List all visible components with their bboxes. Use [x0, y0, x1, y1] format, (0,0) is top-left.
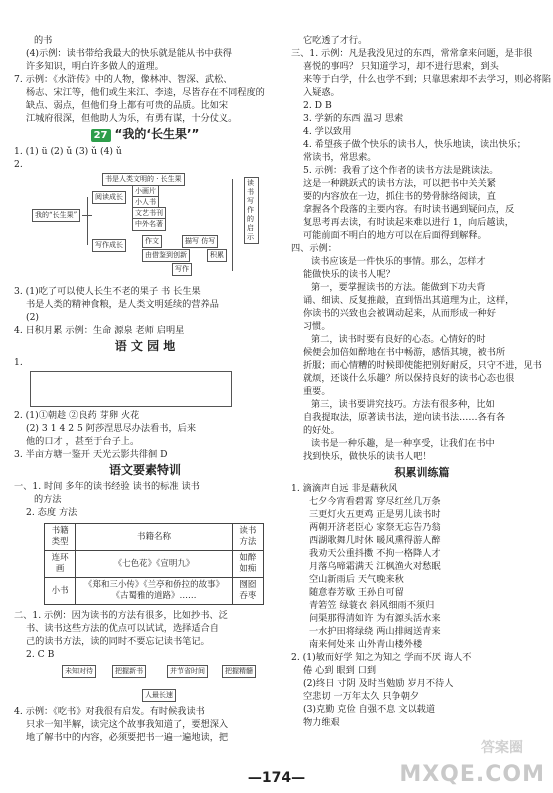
answer-2b: (2) 3 1 4 2 5 阿莎涅思尽办法看书，后来: [26, 423, 197, 434]
text-line: 拿握各个段落的主要内容。有时读书遇到疑问点，反: [303, 204, 515, 215]
answer-2b: 他的口才 ，甚至于台子上。: [26, 436, 140, 447]
text-line: 4. 希望孩子做个快乐的读书人，快乐地读，读出快乐；: [303, 139, 526, 150]
unit-27-title: 27 “我的‘长生果’”: [14, 128, 276, 142]
text-line: 第二，读书时要有良好的心态。心情好的时: [311, 334, 486, 345]
table-header: 读书方法: [232, 524, 263, 551]
text-line: 一、1. 时间 多年的读书经验 读书的标准 读书: [14, 481, 200, 492]
text-line: 要的内容放在一边，抓住书的势骨脉络阅读，直: [303, 191, 496, 202]
answer-1: 1. (1) ü (2) ǔ (3) ǔ (4) ǔ: [14, 146, 122, 157]
poem-line: 青箬笠 绿蓑衣 斜风细雨不须归: [309, 600, 435, 611]
answer-1b: 1.: [14, 357, 23, 368]
text-line: 候便会加倍如醉地在书中畅游，感悟其境，被书所: [303, 347, 506, 358]
poem-line: 月落乌啼霜满天 江枫渔火对愁眠: [309, 561, 441, 572]
text-line: 只求一知半解，读完这个故事我知道了，要想深入: [26, 719, 229, 730]
diagram-node: 写作: [172, 263, 192, 276]
text-line: (3)克勤 克俭 自强不息 文以载道: [303, 704, 436, 715]
answer-3: 书是人类的精神食粮，是人类文明延续的营养品: [26, 299, 219, 310]
answer-4: 4. 日积月累 示例：生命 源泉 老师 启明星: [14, 325, 185, 336]
text-line: 它吃透了才行。: [303, 35, 368, 46]
text-line: 四、示例：: [291, 243, 337, 254]
table-cell: 连环画: [45, 551, 76, 578]
poem-line: 三更灯火五更鸡 正是男儿读书时: [309, 509, 441, 520]
text-line: 来等于白学，什么也学不到；只靠思索却不去学习，则必将陷入疑惑。: [303, 74, 552, 98]
text-line: 折服；而心情糟的时候即使能把别好耐反，只守不进，见书: [303, 360, 542, 371]
poem-line: 空山新雨后 天气晚来秋: [309, 574, 404, 585]
text-line: 1. 滴滴声自远 非是藉秋风: [291, 483, 398, 494]
text-line: 杨志、宋江等，他们或生来江、李逵，尽皆存在不同程度的: [26, 87, 265, 98]
section-title: 语 文 园 地: [114, 339, 176, 353]
diagram-node: 读书写作的启示: [244, 177, 259, 244]
diagram-node: 写作成长: [92, 239, 126, 252]
text-line: 第一，要掌握读书的方法。能做到下功夫背: [311, 282, 486, 293]
answer-3: 3. (1)吃了可以使人长生不老的果子 书 长生果: [14, 286, 201, 297]
flow-node: 未知对待: [62, 665, 96, 678]
text-line: 己的读书方法，读的同时不要忘记读书笔记。: [26, 636, 210, 647]
right-column: [291, 0, 553, 729]
text-line: 2. 态度 方法: [26, 507, 78, 518]
poem-line: 七夕今宵看碧霄 穿尽红丝几万条: [309, 496, 441, 507]
text-line: 读书应该是一件快乐的事情。那么，怎样才: [311, 256, 486, 267]
diagram-node: 小人书: [132, 196, 159, 209]
poem-line: 我劝天公重抖擞 不拘一格降人才: [309, 548, 441, 559]
table-header: 书籍名称: [76, 524, 232, 551]
diagram-node: 阅读成长: [92, 191, 126, 204]
text-line: 的好处。: [303, 425, 340, 436]
poem-line: 两朝开济老臣心 家祭无忘告乃翁: [309, 522, 441, 533]
text-line: 5. 示例：我看了这个作者的读书方法是跳读法。: [303, 165, 499, 176]
mind-map-diagram: [32, 173, 272, 283]
text-line: 找到快乐，做快乐的读书人吧！: [303, 451, 432, 462]
text-line: 就烦，还谈什么乐趣？所以保持良好的读书心态也很: [303, 373, 515, 384]
diagram-node: 书是人类文明的 · 长生果: [102, 173, 185, 186]
text-line: 地了解书中的内容，必须要把书一遍一遍地读，把: [26, 732, 229, 743]
flow-node: 把握精髓: [222, 665, 256, 678]
diagram-node: 由借鉴到创新: [142, 249, 190, 262]
flow-diagram: [32, 663, 272, 703]
text-line: 书、读书这些方法的优点可以试试，选择适合自: [26, 623, 219, 634]
text-line: (2)终日 寸阴 及时当勉励 岁月不待人: [303, 678, 454, 689]
left-column: [14, 0, 276, 744]
diagram-node: 小画片: [132, 185, 159, 198]
diagram-node: 文艺书刊: [132, 207, 166, 220]
text-line: 可能前面不明白的地方可以在后面得到解释。: [303, 230, 487, 241]
text-line: 的书: [34, 35, 53, 46]
poem-line: 随意春芳歇 王孙自可留: [309, 587, 404, 598]
poem-line: 问渠那得清如许 为有源头活水来: [309, 613, 441, 624]
text-line: 的方法: [34, 494, 62, 505]
text-line: 自我提取法，原著读书法，逆向读书法……各有各: [303, 412, 506, 423]
text-line: 读书是一种乐趣，是一种享受，让我们在书中: [311, 438, 495, 449]
text-line: 诵、细读、反复推敲，直到悟出其道理为止，这样，: [303, 295, 515, 306]
text-line: 缺点、弱点，但他们身上都有可贵的品质。比如宋: [26, 100, 229, 111]
section-title: 积累训练篇: [394, 466, 450, 479]
diagram-node: 我的“长生果”: [32, 209, 80, 222]
text-line: 重要。: [303, 386, 331, 397]
text-line: 物力维艰: [303, 717, 340, 728]
answer-2b: 2. (1)①朝趁 ②良药 芽卵 火花: [14, 410, 140, 421]
section-title: 语文要素特训: [108, 463, 181, 477]
answer-2-label: 2.: [14, 159, 23, 170]
flow-node: 把握新书: [112, 665, 146, 678]
flow-node: 并节省时间: [167, 665, 208, 678]
text-line: 三、1. 示例：凡是我没见过的东西，常常拿来问题，是非很: [291, 48, 533, 59]
reading-method-table: [44, 523, 264, 605]
text-line: 4. 示例：《吃书》对我很有启发。有时候我读书: [14, 706, 205, 717]
table-header: 书籍类型: [45, 524, 76, 551]
table-cell: 囫囵吞枣: [232, 578, 263, 605]
text-line: 这是一种跳跃式的读书方法，可以把书中关关紧: [303, 178, 496, 189]
text-line: 许多知识，明白许多做人的道理。: [26, 61, 164, 72]
answer-3: (2): [26, 312, 40, 323]
table-cell: 《郑和三小传》《兰亭和侨拉的故事》《古蜀雅的道路》……: [76, 578, 232, 605]
diagram-node: 作文: [142, 235, 162, 248]
watermark-text: MXQE.COM: [399, 762, 545, 787]
unit-badge: 27: [91, 129, 111, 142]
watermark-logo: 答案圈: [481, 740, 523, 756]
text-line: 4. 学以致用: [303, 126, 352, 137]
text-line: 3. 学新的东西 温习 思索: [303, 113, 404, 124]
text-line: 2. (1)敏而好学 知之为知之 学而不厌 诲人不: [291, 652, 472, 663]
table-cell: 小书: [45, 578, 76, 605]
text-line: 习惯。: [303, 321, 331, 332]
page-number: —174—: [247, 770, 306, 786]
text-line: 江城府很深，但他助人为乐，有勇有谋，十分仗义。: [26, 113, 238, 124]
text-line: 复思考再去读，有时读起来难以进行 1，向后越读，: [303, 217, 514, 228]
table-cell: 如醉如痴: [232, 551, 263, 578]
answer-diagram: [30, 371, 232, 407]
poem-line: 西湖歌舞几时休 暖风熏得游人醉: [309, 535, 441, 546]
text-line: 倦 心到 眼到 口到: [303, 665, 377, 676]
text-line: (4)示例：读书带给我最大的快乐就是能从书中获得: [26, 48, 232, 59]
diagram-node: 积累: [207, 249, 227, 262]
poem-line: 南来何处来 山外青山楼外楼: [309, 639, 423, 650]
text-line: 2. C B: [26, 649, 55, 660]
text-line: 能做快乐的读书人呢？: [303, 269, 395, 280]
text-line: 第三，读书要讲究技巧。方法有很多种，比如: [311, 399, 495, 410]
diagram-node: 描写 仿写: [182, 235, 218, 248]
answer-3b: 3. 半亩方塘一鉴开 天光云影共徘徊 D: [14, 449, 168, 460]
text-line: 常读书，常思索。: [303, 152, 377, 163]
text-line: 空悲切 一万年太久 只争朝夕: [303, 691, 420, 702]
poem-line: 一水护田将绿绕 两山排闼送青来: [309, 626, 441, 637]
text-line: 2. D B: [303, 100, 332, 111]
text-line: 7. 示例：《水浒传》中的人物，像林冲、智深、武松、: [14, 74, 233, 85]
diagram-node: 中外名著: [132, 218, 166, 231]
text-line: 喜悦的事吗？ 只知道学习，却不进行思索，到头: [303, 61, 499, 72]
text-line: 二、1. 示例：因为读书的方法有很多，比如抄书、泛: [14, 610, 228, 621]
table-cell: 《七色花》《宣明九》: [76, 551, 232, 578]
text-line: 你读书的兴致也会被调动起来，从而形成一种好: [303, 308, 496, 319]
flow-node: 人最长速: [142, 689, 176, 702]
